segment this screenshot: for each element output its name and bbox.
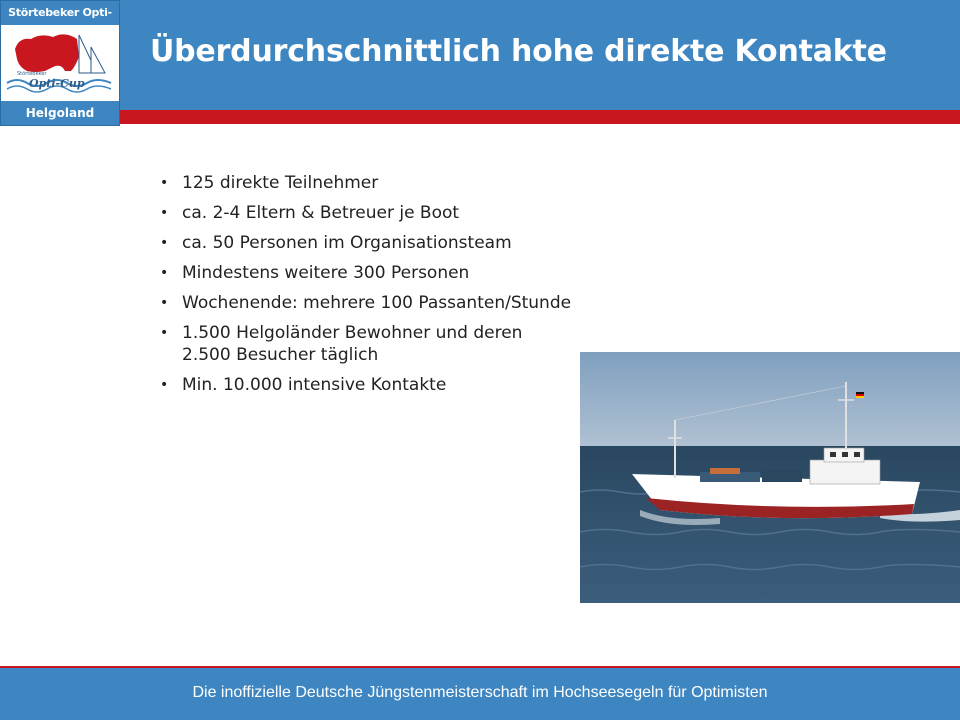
bullet-icon: • xyxy=(160,265,169,281)
bullet-item: • ca. 2-4 Eltern & Betreuer je Boot xyxy=(160,203,460,223)
bullet-icon: • xyxy=(160,325,169,341)
bullet-icon: • xyxy=(160,295,169,311)
logo-top-text: Störtebeker Opti-C xyxy=(1,1,119,25)
header-accent-line xyxy=(120,110,960,124)
bullet-item: • Wochenende: mehrere 100 Passanten/Stunde xyxy=(160,293,572,313)
logo-small-text: Störtebeker xyxy=(17,71,47,77)
bullet-item: • Min. 10.000 intensive Kontakte xyxy=(160,375,447,395)
bullet-icon: • xyxy=(160,175,169,191)
bullet-icon: • xyxy=(160,235,169,251)
bullet-icon: • xyxy=(160,205,169,221)
bullet-icon: • xyxy=(160,377,169,393)
logo-script-text: Opti-Cup xyxy=(29,77,85,90)
logo-bottom-text: Helgoland xyxy=(1,101,119,125)
slide-title: Überdurchschnittlich hohe direkte Kontakte xyxy=(150,34,887,69)
bullet-item: • Mindestens weitere 300 Personen xyxy=(160,263,470,283)
logo xyxy=(0,0,120,126)
bullet-item: • ca. 50 Personen im Organisationsteam xyxy=(160,233,512,253)
bullet-item: • 1.500 Helgoländer Bewohner und deren 2.500 Besucher täglich xyxy=(160,323,523,365)
bullet-item: • 125 direkte Teilnehmer xyxy=(160,173,379,193)
footer: Die inoffizielle Deutsche Jüngstenmeisterschaft im Hochseesegeln für Optimisten xyxy=(0,668,960,720)
ship-photo xyxy=(580,352,960,603)
